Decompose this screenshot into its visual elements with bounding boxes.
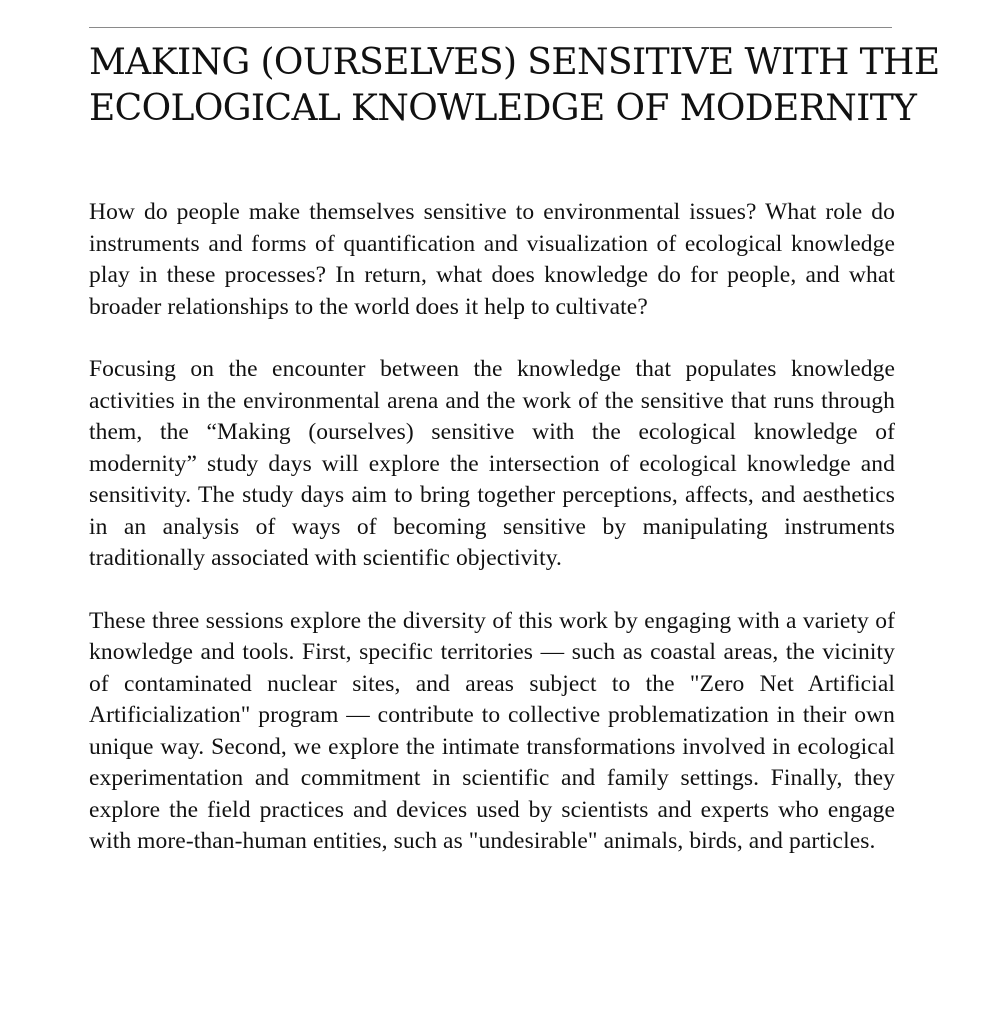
- page-title-line-1: MAKING (OURSELVES) SENSITIVE WITH THE: [89, 42, 940, 83]
- top-divider: [89, 27, 892, 28]
- page-title: [89, 40, 940, 132]
- page-title-line-2: ECOLOGICAL KNOWLEDGE OF MODERNITY: [89, 88, 917, 129]
- paragraph-sessions: These three sessions explore the diversity of this work by engaging with a variety of knowledge and tools. First, specific territories — such as coastal areas, the vicinity of contaminated nuclear sites, and areas subject to the "Zero Net Artificial Artificialization" program — contribute to collective problematization in their own unique way. Second, we explore the intimate transformations involved in ecological experimentation and commitment in scientific and family settings. Finally, they explore the field practices and devices used by scientists and experts who engage with more-than-human entities, such as "undesirable" animals, birds, and particles.: [89, 607, 895, 854]
- paragraph-intro: How do people make themselves sensitive to environmental issues? What role do instruments and forms of quantification and visualization of ecological knowledge play in these processes? In return, what does knowledge do for people, and what broader relationships to the world does it help to cultivate?: [89, 199, 895, 320]
- document-body: [89, 197, 895, 889]
- paragraph-focus: Focusing on the encounter between the knowledge that populates knowledge activities in the environmental arena and the work of the sensitive that runs through them, the “Making (ourselves) sensitive with the ecological knowledge of modernity” study days will explore the intersection of ecological knowledge and sensitivity. The study days aim to bring together perceptions, affects, and aesthetics in an analysis of ways of becoming sensitive by manipulating instruments traditionally associated with scientific objectivity.: [89, 356, 895, 571]
